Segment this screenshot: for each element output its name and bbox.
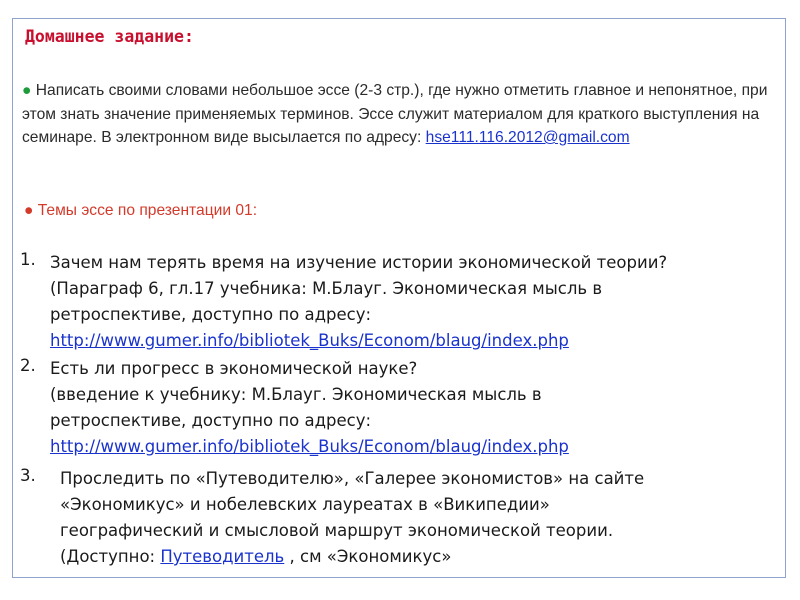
blaug-link[interactable]: http://www.gumer.info/bibliotek_Buks/Econom/blaug/index.php xyxy=(50,437,569,456)
assignment-paragraph xyxy=(22,79,792,150)
item-line-suffix: , см «Экономикус» xyxy=(289,547,452,566)
item-line: ретроспективе, доступно по адресу: xyxy=(50,305,372,324)
list-item xyxy=(50,356,790,460)
list-item xyxy=(60,466,790,570)
item-line-prefix: (Доступно: xyxy=(60,547,156,566)
guide-link[interactable]: Путеводитель xyxy=(160,547,285,566)
item-line: Проследить по «Путеводителю», «Галерее экономистов» на сайте xyxy=(60,469,645,488)
item-number: 1. xyxy=(20,250,36,269)
item-number: 2. xyxy=(20,356,36,375)
item-line xyxy=(60,544,790,570)
email-link[interactable]: hse111.116.2012@gmail.com xyxy=(425,129,630,146)
red-bullet-icon: ● xyxy=(24,202,34,219)
topics-heading xyxy=(24,202,257,220)
blaug-link[interactable]: http://www.gumer.info/bibliotek_Buks/Econom/blaug/index.php xyxy=(50,331,569,350)
item-number: 3. xyxy=(20,466,36,485)
item-line: Есть ли прогресс в экономической науке? xyxy=(50,359,418,378)
item-line: Зачем нам терять время на изучение истории экономической теории? xyxy=(50,253,668,272)
topics-label: Темы эссе по презентации 01: xyxy=(37,202,258,219)
page-title: Домашнее задание: xyxy=(25,27,194,46)
assignment-text: Написать своими словами небольшое эссе (2-3 стр.), где нужно отметить главное и непонятное, при этом знать значение применяемых терминов. Эссе служит материалом для краткого выступления на семинаре. В электронном виде высылается по адресу: xyxy=(22,82,768,146)
item-line: ретроспективе, доступно по адресу: xyxy=(50,411,372,430)
item-line: (введение к учебнику: М.Блауг. Экономическая мысль в xyxy=(50,385,542,404)
item-line: географический и смысловой маршрут экономической теории. xyxy=(60,521,614,540)
item-line: «Экономикус» и нобелевских лауреатах в «Википедии» xyxy=(60,495,550,514)
green-bullet-icon: ● xyxy=(22,82,32,99)
list-item xyxy=(50,250,790,354)
item-line: (Параграф 6, гл.17 учебника: М.Блауг. Экономическая мысль в xyxy=(50,279,603,298)
